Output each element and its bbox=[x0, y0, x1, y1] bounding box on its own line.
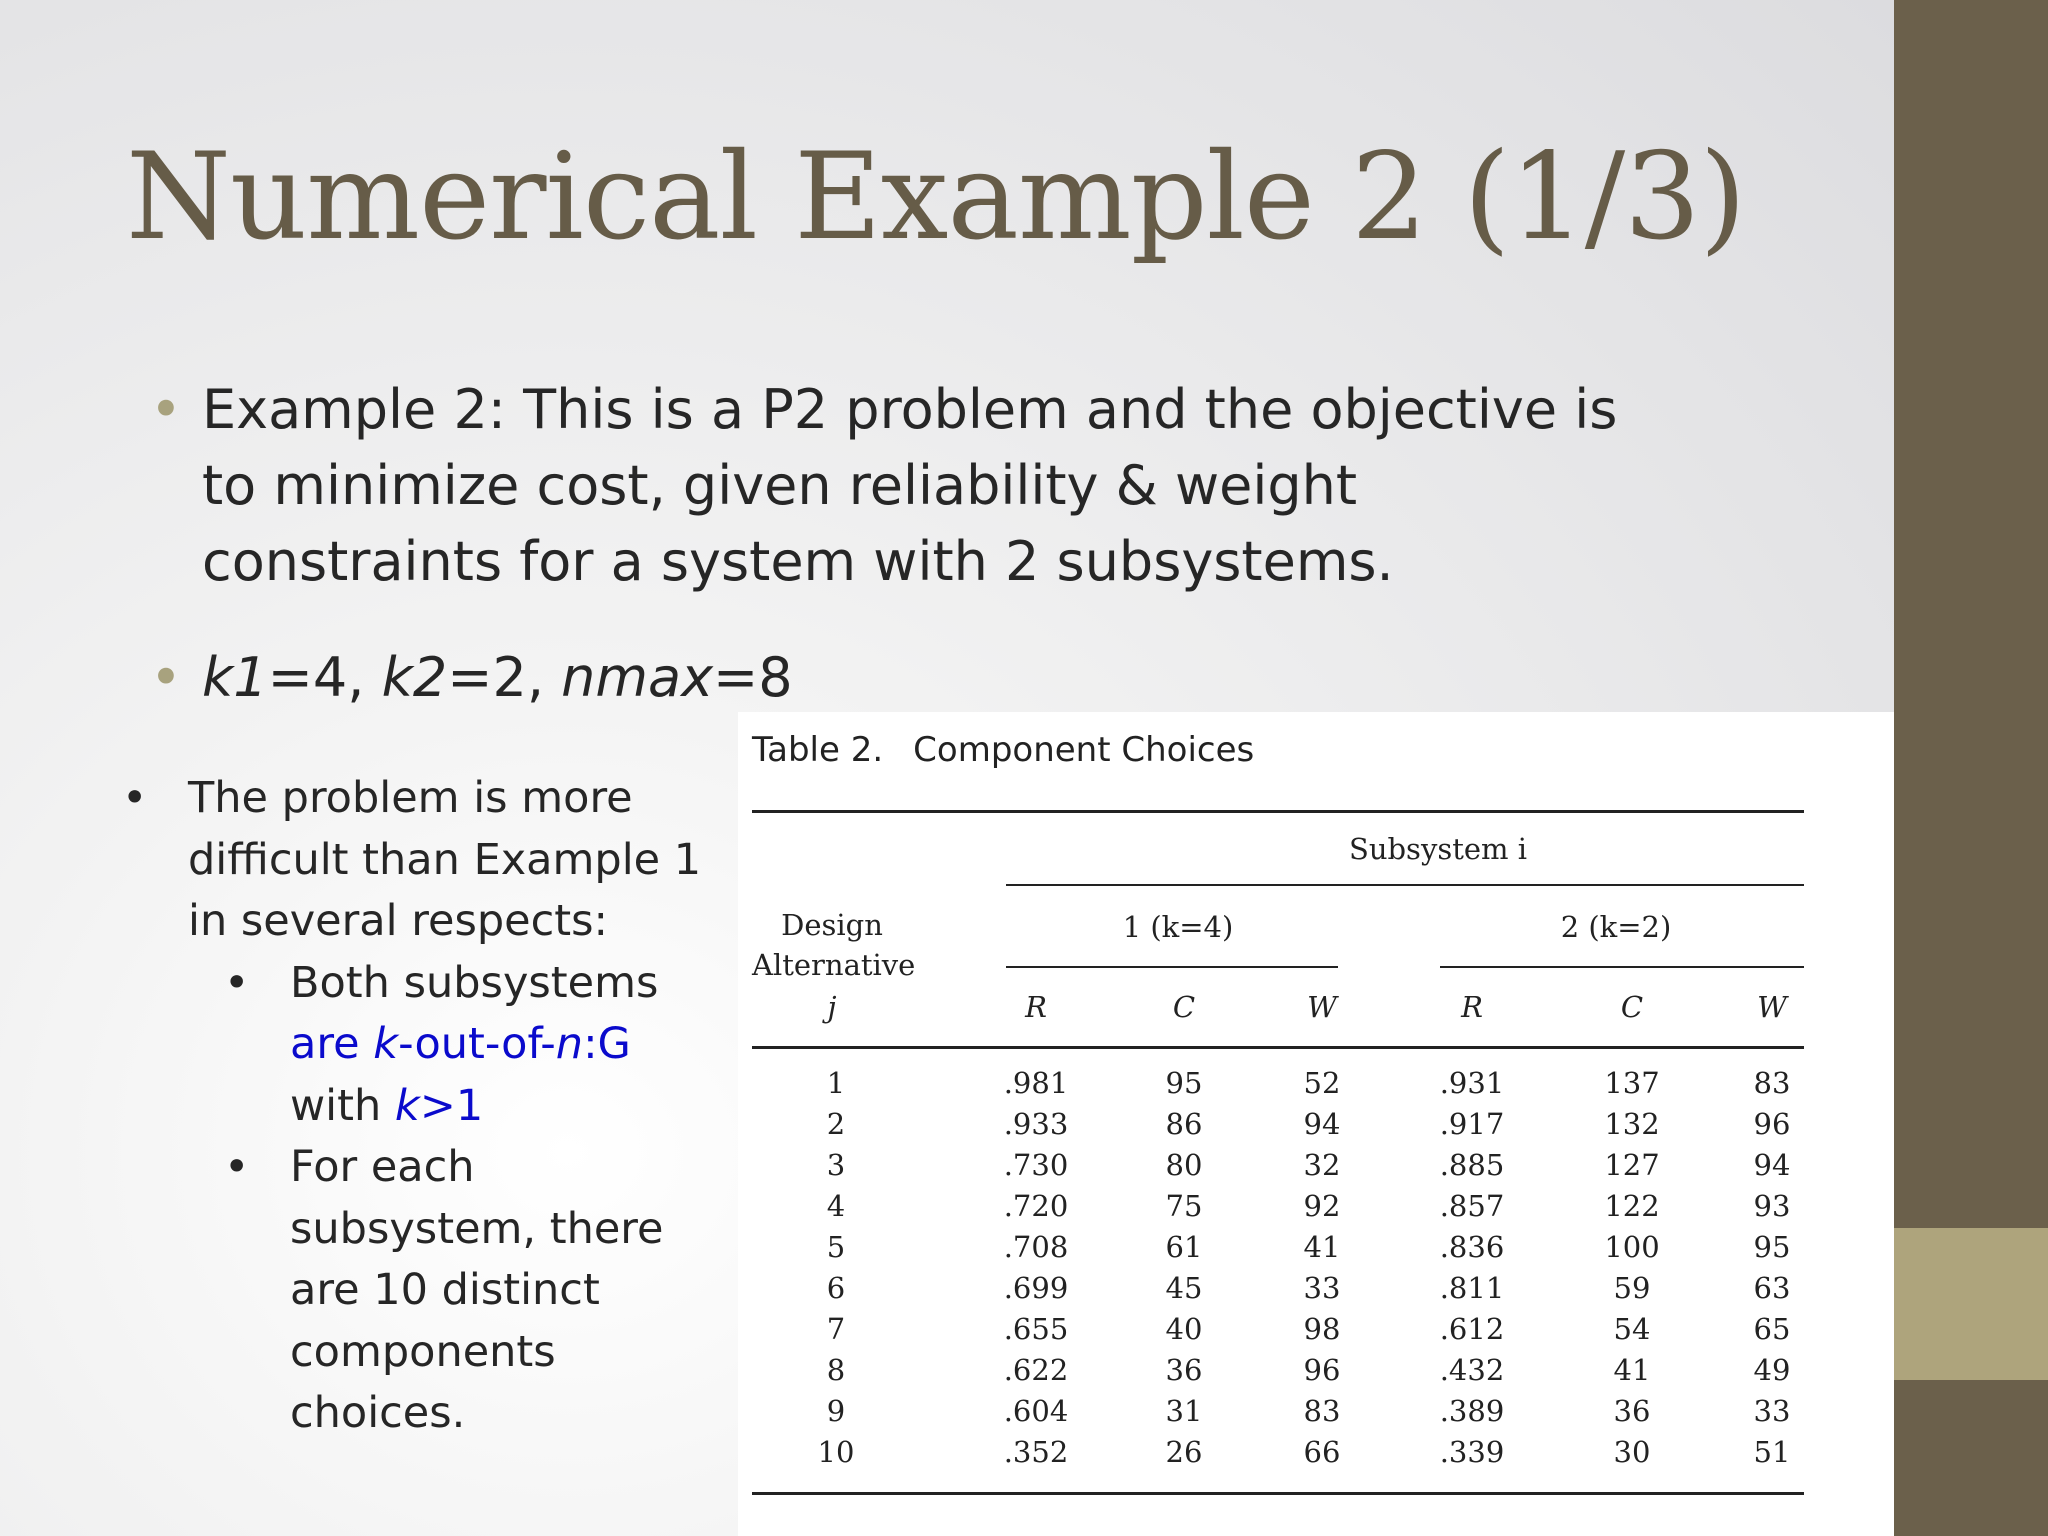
sub1-part4: :G bbox=[583, 1019, 631, 1069]
sub1-part3: -out-of- bbox=[398, 1019, 556, 1069]
table-cell: 94 bbox=[1303, 1107, 1341, 1141]
header-rule bbox=[752, 1046, 1804, 1049]
table-cell: 40 bbox=[1165, 1312, 1203, 1346]
table-cell: .604 bbox=[1003, 1394, 1069, 1428]
table-cell: 96 bbox=[1753, 1107, 1791, 1141]
column-header: R bbox=[1025, 990, 1047, 1024]
table-cell: 52 bbox=[1303, 1066, 1341, 1100]
nmax-value: =8 bbox=[713, 646, 793, 709]
sub1-part2: are bbox=[290, 1019, 374, 1069]
table-cell: 61 bbox=[1165, 1230, 1203, 1264]
sub1-part6: >1 bbox=[419, 1080, 484, 1131]
table-cell: 83 bbox=[1753, 1066, 1791, 1100]
row-index-cell: 2 bbox=[826, 1107, 846, 1141]
table-cell: 49 bbox=[1753, 1353, 1791, 1387]
table-cell: .917 bbox=[1439, 1107, 1505, 1141]
row-header-line2: Alternative bbox=[752, 948, 916, 982]
table-cell: .885 bbox=[1439, 1148, 1505, 1182]
table-cell: 92 bbox=[1303, 1189, 1341, 1223]
table-cell: .811 bbox=[1439, 1271, 1505, 1305]
row-index-cell: 6 bbox=[826, 1271, 846, 1305]
list-intro-text: The problem is more difficult than Example 1 in several respects: bbox=[188, 773, 702, 946]
table-cell: 66 bbox=[1303, 1435, 1341, 1469]
row-header-line3: j bbox=[827, 990, 837, 1024]
sub2-text: For each subsystem, there are 10 distinct components choices. bbox=[290, 1142, 664, 1438]
sub1-k2: k bbox=[394, 1080, 420, 1131]
k2-label: k2 bbox=[381, 646, 448, 709]
table-cell: 65 bbox=[1753, 1312, 1791, 1346]
table-cell: 122 bbox=[1604, 1189, 1660, 1223]
table-cell: 132 bbox=[1604, 1107, 1660, 1141]
row-index-cell: 3 bbox=[826, 1148, 846, 1182]
table-cell: 41 bbox=[1303, 1230, 1341, 1264]
group-header: Subsystem i bbox=[1348, 832, 1528, 866]
component-choices-table bbox=[738, 712, 1894, 1536]
list-item bbox=[122, 768, 722, 953]
column-header: W bbox=[1307, 990, 1337, 1024]
bullet-dot-icon: • bbox=[150, 646, 182, 709]
table-cell: .699 bbox=[1003, 1271, 1069, 1305]
table-rule-bottom bbox=[752, 1492, 1804, 1495]
row-index-cell: 7 bbox=[826, 1312, 846, 1346]
table-cell: .432 bbox=[1439, 1353, 1505, 1387]
column-header: C bbox=[1620, 990, 1644, 1024]
table-cell: 83 bbox=[1303, 1394, 1341, 1428]
table-caption-text: Component Choices bbox=[913, 730, 1255, 770]
table-cell: .981 bbox=[1003, 1066, 1069, 1100]
column-header: W bbox=[1757, 990, 1787, 1024]
table-caption-number: Table 2. bbox=[752, 730, 884, 770]
table-cell: .720 bbox=[1003, 1189, 1069, 1223]
row-index-cell: 9 bbox=[826, 1394, 846, 1428]
table-cell: 63 bbox=[1753, 1271, 1791, 1305]
bullet-dot-icon: • bbox=[122, 773, 148, 823]
table-cell: .836 bbox=[1439, 1230, 1505, 1264]
bullet-params-text bbox=[202, 640, 850, 716]
table-cell: 30 bbox=[1613, 1435, 1651, 1469]
table-cell: 51 bbox=[1753, 1435, 1791, 1469]
table-cell: 127 bbox=[1604, 1148, 1660, 1182]
row-index-cell: 4 bbox=[826, 1189, 846, 1223]
table-cell: 75 bbox=[1165, 1189, 1203, 1223]
k2-value: =2, bbox=[447, 646, 562, 709]
sub1-n: n bbox=[555, 1019, 584, 1069]
bullet-dot-icon: • bbox=[150, 378, 182, 441]
table-cell: 33 bbox=[1303, 1271, 1341, 1305]
sub1-rule bbox=[1006, 966, 1338, 968]
sub2-rule bbox=[1440, 966, 1804, 968]
table-cell: 36 bbox=[1613, 1394, 1651, 1428]
table-cell: 59 bbox=[1613, 1271, 1651, 1305]
subsystem2-header: 2 (k=2) bbox=[1560, 910, 1672, 944]
table-cell: .857 bbox=[1439, 1189, 1505, 1223]
row-index-cell: 10 bbox=[817, 1435, 855, 1469]
table-cell: 94 bbox=[1753, 1148, 1791, 1182]
sub-list-item bbox=[122, 1137, 730, 1445]
table-cell: 33 bbox=[1753, 1394, 1791, 1428]
left-bullet-list bbox=[122, 768, 722, 1445]
table-cell: 45 bbox=[1165, 1271, 1203, 1305]
row-index-cell: 8 bbox=[826, 1353, 846, 1387]
table-cell: 41 bbox=[1613, 1353, 1651, 1387]
sub1-text bbox=[290, 958, 658, 1131]
table-rule-top bbox=[752, 810, 1804, 813]
sub1-k: k bbox=[373, 1019, 399, 1069]
table-cell: 95 bbox=[1165, 1066, 1203, 1100]
bullet-params bbox=[150, 640, 850, 716]
column-header: R bbox=[1461, 990, 1483, 1024]
table-cell: 86 bbox=[1165, 1107, 1203, 1141]
sub1-part1: Both subsystems bbox=[290, 957, 659, 1008]
bullet-example-text: Example 2: This is a P2 problem and the objective is to minimize cost, given reliability & weight constraints for a system with 2 subsystems. bbox=[202, 378, 1618, 593]
table-cell: .655 bbox=[1003, 1312, 1069, 1346]
table-cell: 32 bbox=[1303, 1148, 1341, 1182]
table-cell: 26 bbox=[1165, 1435, 1203, 1469]
table-caption bbox=[752, 730, 1254, 770]
table-cell: .933 bbox=[1003, 1107, 1069, 1141]
table-cell: 137 bbox=[1604, 1066, 1660, 1100]
table-cell: 98 bbox=[1303, 1312, 1341, 1346]
table-cell: 95 bbox=[1753, 1230, 1791, 1264]
table-cell: .389 bbox=[1439, 1394, 1505, 1428]
table-cell: 93 bbox=[1753, 1189, 1791, 1223]
bullet-dot-icon: • bbox=[224, 957, 250, 1008]
table-cell: .612 bbox=[1439, 1312, 1505, 1346]
table-cell: .352 bbox=[1003, 1435, 1069, 1469]
table-cell: 36 bbox=[1165, 1353, 1203, 1387]
table-cell: 96 bbox=[1303, 1353, 1341, 1387]
table-cell: 80 bbox=[1165, 1148, 1203, 1182]
nmax-label: nmax bbox=[561, 646, 714, 709]
k1-value: =4, bbox=[267, 646, 382, 709]
sub-list-item bbox=[122, 953, 722, 1138]
subsystem1-header: 1 (k=4) bbox=[1122, 910, 1234, 944]
side-decoration-accent bbox=[1894, 1228, 2048, 1380]
table-cell: 54 bbox=[1613, 1312, 1651, 1346]
table-cell: .730 bbox=[1003, 1148, 1069, 1182]
bullet-example bbox=[150, 372, 1670, 600]
group-rule bbox=[1006, 884, 1804, 886]
table-cell: .708 bbox=[1003, 1230, 1069, 1264]
column-header: C bbox=[1172, 990, 1196, 1024]
slide-title: Numerical Example 2 (1/3) bbox=[126, 128, 1746, 267]
table-cell: .931 bbox=[1439, 1066, 1505, 1100]
table-cell: 100 bbox=[1604, 1230, 1660, 1264]
row-index-cell: 5 bbox=[826, 1230, 846, 1264]
row-header-line1: Design bbox=[781, 908, 883, 942]
table-cell: .339 bbox=[1439, 1435, 1505, 1469]
bullet-dot-icon: • bbox=[224, 1142, 250, 1192]
k1-label: k1 bbox=[202, 646, 268, 709]
row-index-cell: 1 bbox=[826, 1066, 846, 1100]
table-cell: .622 bbox=[1003, 1353, 1069, 1387]
sub1-part5: with bbox=[290, 1080, 395, 1131]
table-cell: 31 bbox=[1165, 1394, 1203, 1428]
